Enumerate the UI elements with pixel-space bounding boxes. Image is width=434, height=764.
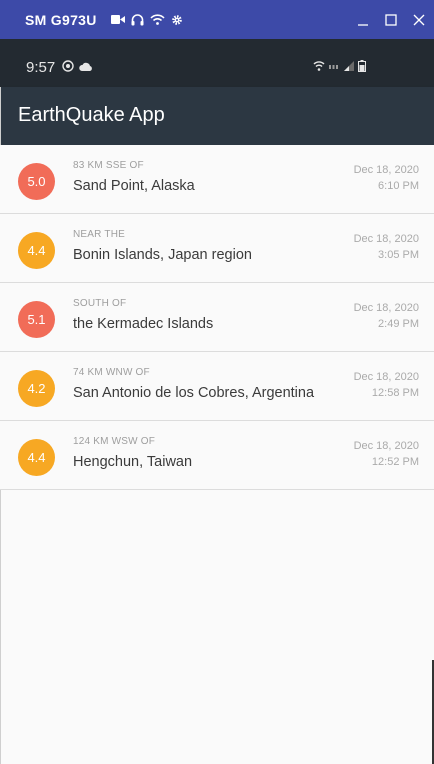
battery-icon [358,59,366,77]
magnitude-circle: 4.2 [18,370,55,407]
magnitude-circle: 4.4 [18,439,55,476]
wifi-icon[interactable] [150,14,165,25]
time: 12:52 PM [371,456,419,468]
window-controls [356,13,426,27]
location-offset: NEAR THE [73,229,125,240]
location-offset: 83 KM SSE OF [73,160,144,171]
time: 6:10 PM [378,180,419,192]
location-offset: 124 KM WSW OF [73,436,156,447]
minimize-button[interactable] [356,13,370,27]
app-bar [0,87,434,145]
date: Dec 18, 2020 [353,164,419,176]
time: 2:49 PM [378,318,419,330]
volte-icon [328,59,340,77]
window-title-bar [0,0,434,39]
list-item[interactable] [0,352,434,421]
location-offset: 74 KM WNW OF [73,367,150,378]
magnitude-circle: 4.4 [18,232,55,269]
device-tool-icons [111,14,183,26]
primary-location: the Kermadec Islands [73,316,214,332]
android-status-bar [0,39,434,87]
time: 12:58 PM [371,387,419,399]
time: 3:05 PM [378,249,419,261]
maximize-button[interactable] [384,13,398,27]
cell-signal-icon [343,59,355,77]
wifi-signal-icon [313,59,325,77]
window-title: SM G973U [25,11,97,28]
video-camera-icon[interactable] [111,14,125,25]
location-offset: SOUTH OF [73,298,127,309]
magnitude-circle: 5.0 [18,163,55,200]
close-button[interactable] [412,13,426,27]
date: Dec 18, 2020 [353,371,419,383]
list-item[interactable] [0,283,434,352]
list-item[interactable] [0,214,434,283]
earthquake-list[interactable] [0,145,434,490]
gear-icon[interactable] [171,14,183,26]
date: Dec 18, 2020 [353,440,419,452]
location-icon [62,59,74,77]
primary-location: San Antonio de los Cobres, Argentina [73,385,315,401]
list-item[interactable] [0,145,434,214]
primary-location: Bonin Islands, Japan region [73,247,252,263]
cloud-icon [79,59,93,77]
app-title: EarthQuake App [18,104,165,126]
date: Dec 18, 2020 [353,302,419,314]
date: Dec 18, 2020 [353,233,419,245]
status-time: 9:57 [26,59,56,76]
headphones-icon[interactable] [131,14,144,26]
magnitude-circle: 5.1 [18,301,55,338]
primary-location: Sand Point, Alaska [73,178,195,194]
list-item[interactable] [0,421,434,490]
primary-location: Hengchun, Taiwan [73,454,193,470]
